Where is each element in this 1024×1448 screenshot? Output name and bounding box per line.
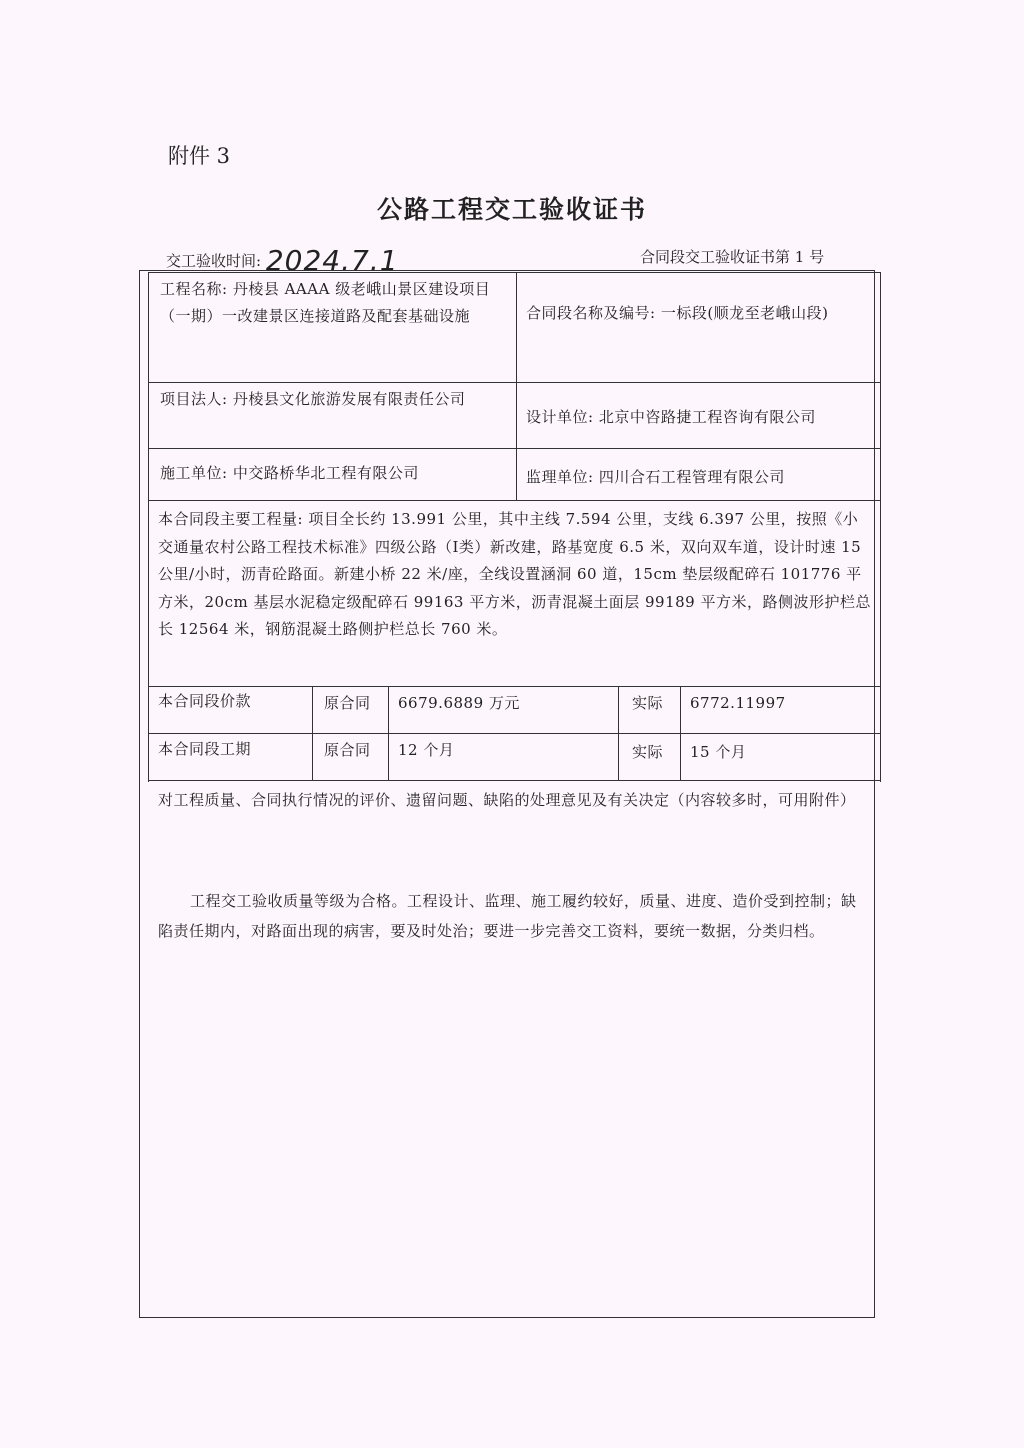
column-divider — [312, 686, 313, 780]
project-name: 工程名称: 丹棱县 AAAA 级老峨山景区建设项目（一期）一改建景区连接道路及配套基础设施 — [160, 280, 491, 325]
column-divider — [618, 686, 619, 780]
row-divider — [148, 448, 881, 449]
design-unit: 设计单位: 北京中咨路捷工程咨询有限公司 — [526, 408, 816, 426]
document-title: 公路工程交工验收证书 — [376, 195, 647, 224]
row-divider — [148, 272, 881, 273]
supervision-unit: 监理单位: 四川合石工程管理有限公司 — [526, 468, 785, 486]
period-orig-label: 原合同 — [324, 741, 371, 759]
evaluation-heading: 对工程质量、合同执行情况的评价、遗留问题、缺陷的处理意见及有关决定（内容较多时，可用附件） — [158, 791, 856, 809]
evaluation-text: 工程交工验收质量等级为合格。工程设计、监理、施工履约较好，质量、进度、造价受到控制；缺陷责任期内，对路面出现的病害，要及时处治；要进一步完善交工资料，要统一数据，分类归档。 — [158, 892, 857, 940]
date-label: 交工验收时间: — [166, 252, 262, 270]
handwritten-date: 2024.7.1 — [265, 244, 399, 277]
row-divider — [148, 500, 881, 501]
period-actual-label: 实际 — [632, 743, 664, 761]
period-label: 本合同段工期 — [158, 740, 252, 758]
row-divider — [148, 686, 881, 687]
table-left-border — [148, 272, 149, 782]
row-divider — [148, 780, 881, 781]
section-name: 合同段名称及编号: 一标段(顺龙至老峨山段) — [526, 304, 829, 322]
price-label: 本合同段价款 — [158, 692, 252, 710]
project-owner: 项目法人: 丹棱县文化旅游发展有限责任公司 — [160, 390, 466, 408]
price-actual-label: 实际 — [632, 694, 664, 712]
column-divider — [388, 686, 389, 780]
price-orig-value: 6679.6889 万元 — [398, 694, 520, 712]
row-divider — [148, 382, 881, 383]
main-quantities: 本合同段主要工程量: 项目全长约 13.991 公里，其中主线 7.594 公里，支线 6.397 公里，按照《小交通量农村公路工程技术标准》四级公路（Ⅰ类）新改建，路基宽度 6.5 米，双向双车道，设计时速 15 公里/小时，沥青砼路面。新建小桥 22 米/座，全线设置涵洞 60 道，15cm 垫层级配碎石 101776 平方米，20cm 基层水泥稳定级配碎石 99163 平方米，沥青混凝土面层 99189 平方米，路侧波形护栏总长 12564 米，钢筋混凝土路侧护栏总长 760 米。 — [158, 510, 871, 638]
certificate-number: 合同段交工验收证书第 1 号 — [640, 248, 825, 266]
attachment-label: 附件 3 — [168, 144, 231, 168]
construction-unit: 施工单位: 中交路桥华北工程有限公司 — [160, 464, 419, 482]
period-orig-value: 12 个月 — [398, 741, 455, 759]
column-divider — [680, 686, 681, 780]
price-actual-value: 6772.11997 — [690, 694, 786, 712]
table-right-border — [880, 272, 881, 782]
price-orig-label: 原合同 — [324, 694, 371, 712]
acceptance-date — [166, 240, 399, 277]
period-actual-value: 15 个月 — [690, 743, 747, 761]
column-divider — [516, 272, 517, 500]
row-divider — [148, 733, 881, 734]
